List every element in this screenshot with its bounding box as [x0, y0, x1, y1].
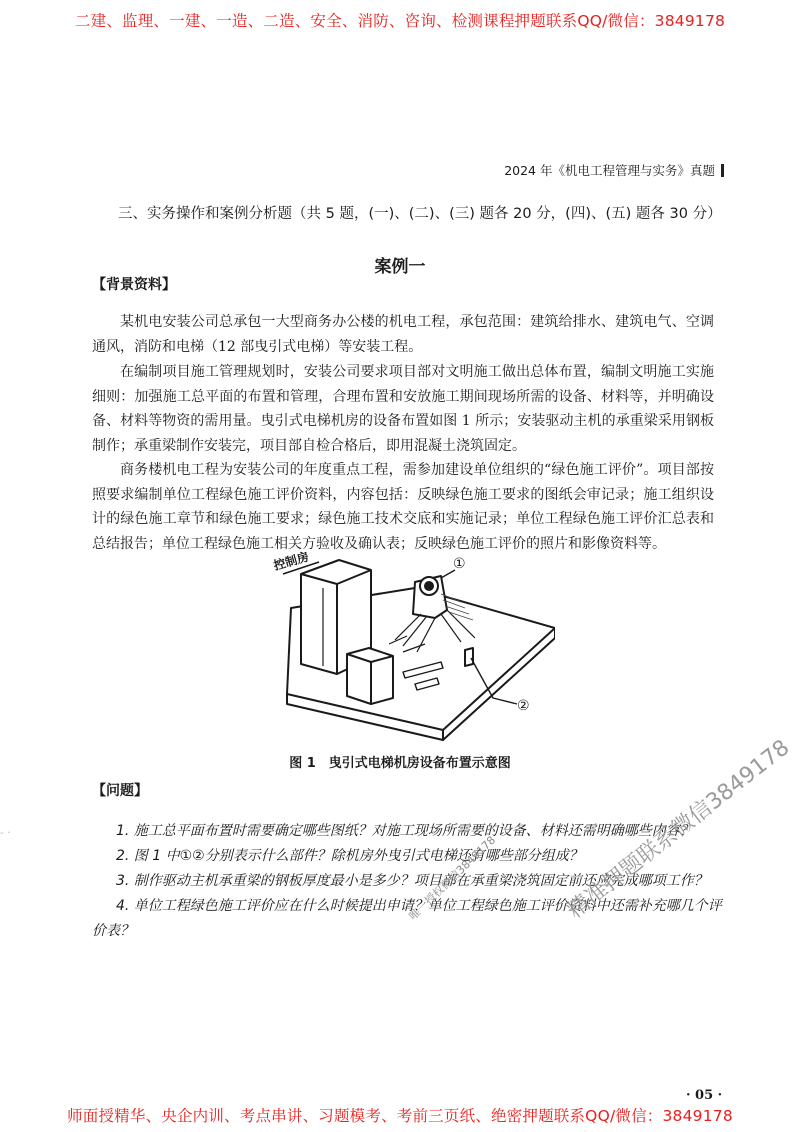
section-heading: 三、实务操作和案例分析题（共 5 题，(一)、(二)、(三) 题各 20 分，(四)、(五) 题各 30 分）	[118, 206, 722, 222]
marker-1: ①	[453, 556, 466, 572]
marker-2: ②	[517, 698, 530, 714]
top-banner: 二建、监理、一建、一造、二造、安全、消防、咨询、检测课程押题联系QQ/微信：3849178	[74, 12, 726, 30]
background-label: 【背景资料】	[92, 277, 176, 293]
running-head-text: 2024 年《机电工程管理与实务》真题	[504, 163, 715, 178]
background-paragraph-3: 商务楼机电工程为安装公司的年度重点工程，需参加建设单位组织的“绿色施工评价”。项目部按照要求编制单位工程绿色施工评价资料，内容包括：反映绿色施工要求的图纸会审记录；施工组织设计的绿色施工章节和绿色施工要求；绿色施工技术交底和实施记录；单位工程绿色施工评价汇总表和总结报告；单位工程绿色施工相关方验收及确认表；反映绿色施工评价的照片和影像资料等。	[92, 462, 714, 552]
figure-caption: 图 1 曳引式电梯机房设备布置示意图	[289, 756, 511, 771]
scan-mark: - ·	[0, 826, 11, 839]
background-paragraph-2: 在编制项目施工管理规划时，安装公司要求项目部对文明施工做出总体布置，编制文明施工实施细则：加强施工总平面的布置和管理，合理布置和安放施工期间现场所需的设备、材料等，并明确设备、材料等物资的需用量。曳引式电梯机房的设备布置如图 1 所示；安装驱动主机的承重梁采用钢板制作；承重梁制作安装完，项目部自检合格后，即用混凝土浇筑固定。	[92, 364, 714, 454]
speed-governor	[465, 648, 473, 666]
watermark-main: 精准押题联系微信3849178	[563, 735, 795, 924]
watermark-small: 唯一授权微信3849178	[406, 833, 499, 923]
question-1: 1. 施工总平面布置时需要确定哪些图纸？对施工现场所需要的设备、材料还需明确哪些内容？	[116, 823, 694, 839]
questions-label: 【问题】	[92, 783, 148, 799]
question-4: 4. 单位工程绿色施工评价应在什么时候提出申请？单位工程绿色施工评价资料中还需补充哪几个评价表？	[92, 898, 722, 939]
question-2: 2. 图 1 中①②分别表示什么部件？除机房外曳引式电梯还有哪些部分组成？	[116, 848, 583, 864]
page-number: · 05 ·	[686, 1088, 723, 1103]
machine-room-diagram	[265, 548, 555, 746]
question-3: 3. 制作驱动主机承重梁的钢板厚度最小是多少？项目部在承重梁浇筑固定前还应完成哪项工作？	[116, 873, 708, 889]
running-head-bar	[721, 164, 724, 177]
control-room-label: 控制房	[271, 549, 311, 573]
running-head	[504, 161, 724, 179]
bottom-banner: 师面授精华、央企内训、考点串讲、习题模考、考前三页纸、绝密押题联系QQ/微信：3849178	[67, 1107, 733, 1125]
case-title: 案例一	[374, 257, 426, 277]
background-paragraph-1: 某机电安装公司总承包一大型商务办公楼的机电工程，承包范围：建筑给排水、建筑电气、空调通风，消防和电梯（12 部曳引式电梯）等安装工程。	[92, 314, 714, 355]
